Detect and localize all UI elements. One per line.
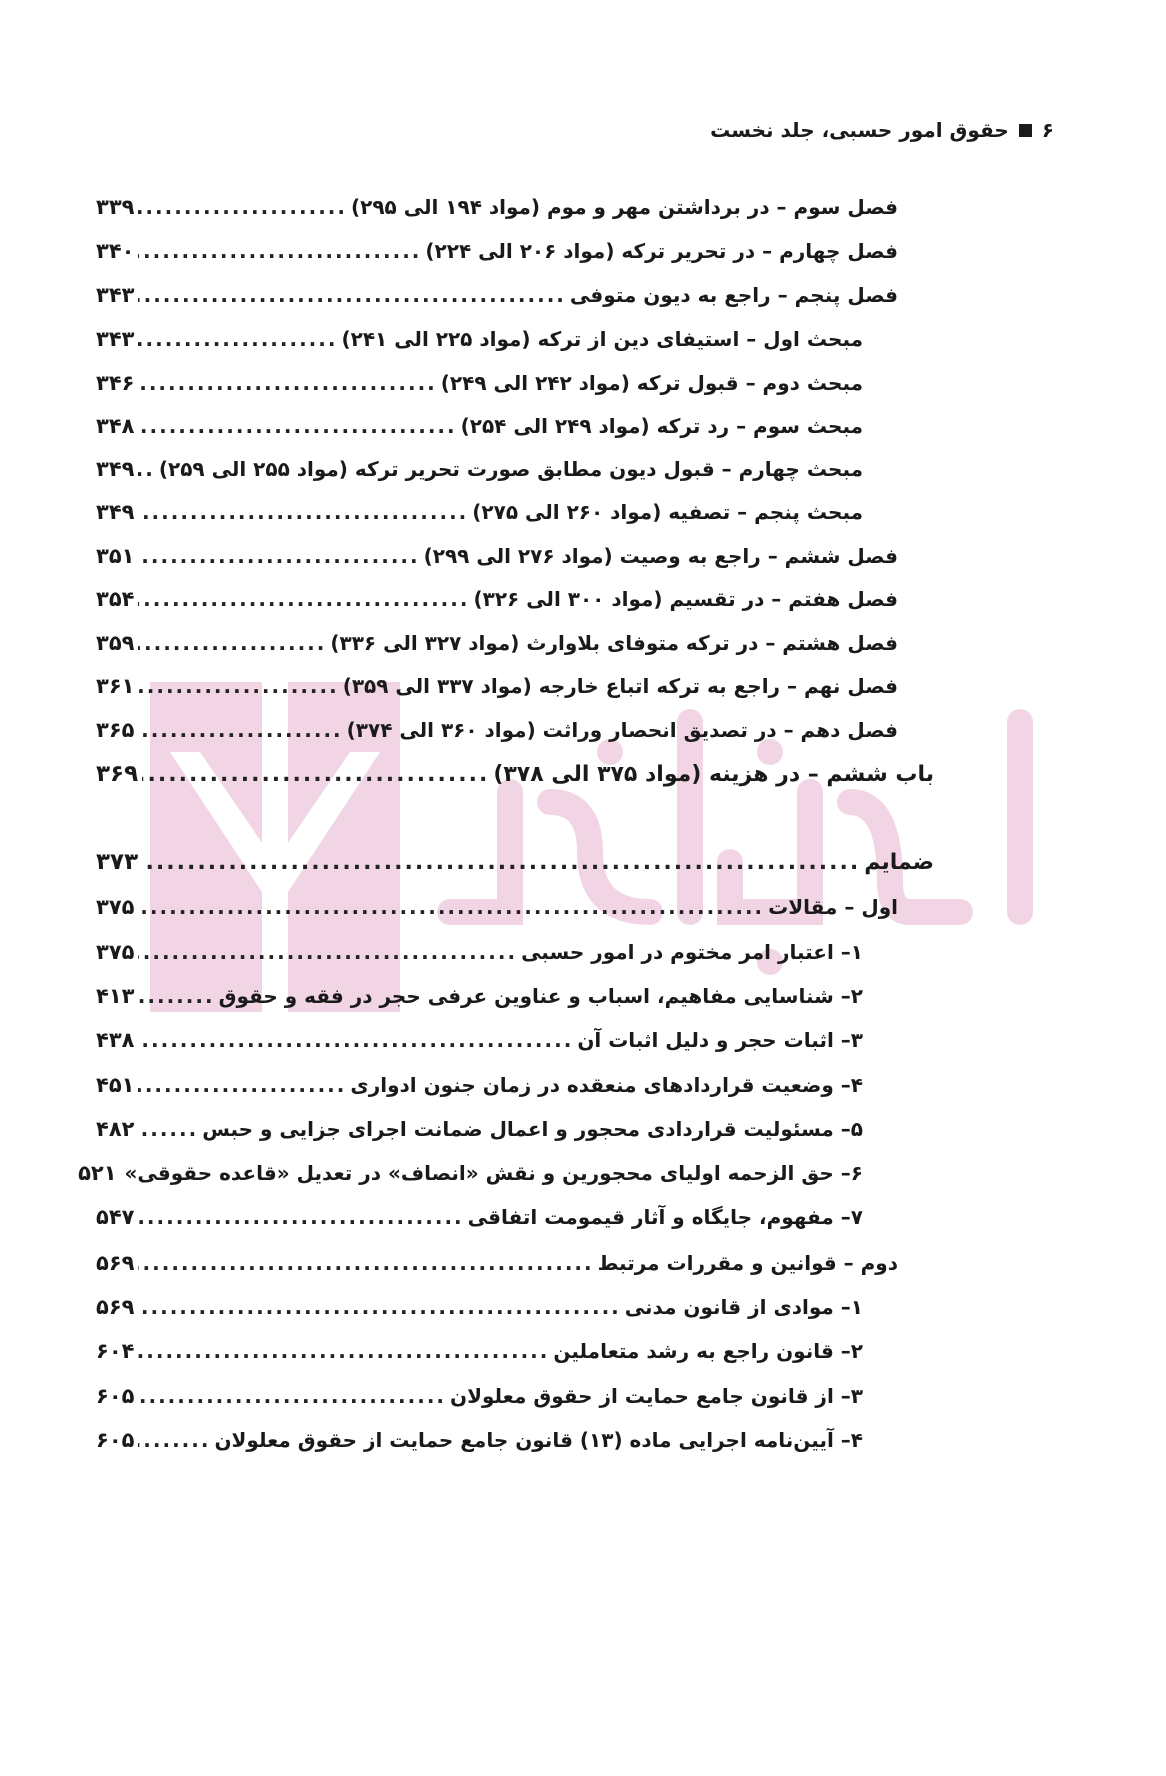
- toc-entry-title: فصل دهم – در تصدیق انحصار وراثت (مواد ۳۶۰ الی ۳۷۴): [346, 718, 898, 742]
- toc-entry-title: ۳– اثبات حجر و دلیل اثبات آن: [577, 1028, 863, 1052]
- toc-entry-page-number: ۳۷۵: [96, 940, 135, 964]
- toc-entry-page-number: ۳۴۰: [96, 239, 135, 263]
- toc-entry-title: دوم – قوانین و مقررات مرتبط: [597, 1251, 898, 1275]
- dot-leader: [138, 190, 347, 224]
- toc-entry[interactable]: [96, 1334, 1166, 1368]
- toc-entry-title: فصل چهارم – در تحریر ترکه (مواد ۲۰۶ الی ۲۲۴): [425, 239, 898, 263]
- toc-entry-page-number: ۳۴۹: [96, 500, 135, 524]
- toc-entry-title: فصل نهم – راجع به ترکه اتباع خارجه (مواد ۳۳۷ الی ۳۵۹): [342, 674, 898, 698]
- dot-leader: [138, 935, 517, 969]
- toc-entry-title: ۷– مفهوم، جایگاه و آثار قیمومت اتفاقی: [467, 1205, 863, 1229]
- toc-entry-page-number: ۴۸۲: [96, 1117, 135, 1141]
- dot-leader: [138, 1290, 620, 1324]
- toc-entry-title: ۵– مسئولیت قراردادی محجور و اعمال ضمانت اجرای جزایی و حبس: [202, 1117, 863, 1141]
- toc-entry-page-number: ۳۵۱: [96, 544, 135, 568]
- dot-leader: [138, 1379, 446, 1413]
- toc-entry-title: فصل هفتم – در تقسیم (مواد ۳۰۰ الی ۳۲۶): [473, 587, 898, 611]
- toc-entry[interactable]: [96, 495, 1166, 529]
- toc-entry[interactable]: [96, 1023, 1166, 1057]
- dot-leader: [138, 713, 342, 747]
- toc-entry-page-number: ۳۳۹: [96, 195, 135, 219]
- toc-entry[interactable]: [96, 322, 1166, 356]
- toc-entry-page-number: ۴۵۱: [96, 1073, 135, 1097]
- toc-entry-title: مبحث دوم – قبول ترکه (مواد ۲۴۲ الی ۲۴۹): [440, 371, 863, 395]
- dot-leader: [138, 626, 326, 660]
- toc-entry[interactable]: [96, 582, 1166, 616]
- toc-entry[interactable]: [78, 1156, 1166, 1190]
- toc-entry-title: مبحث چهارم – قبول دیون مطابق صورت تحریر ترکه (مواد ۲۵۵ الی ۲۵۹): [158, 457, 863, 481]
- toc-entry-page-number: ۳۷۳: [96, 849, 139, 875]
- dot-leader: [138, 1423, 210, 1457]
- toc-entry[interactable]: [96, 1423, 1166, 1457]
- dot-leader: [138, 409, 456, 443]
- toc-entry-page-number: ۳۶۱: [96, 674, 135, 698]
- toc-entry[interactable]: [96, 1068, 1166, 1102]
- toc-entry-title: فصل هشتم – در ترکه متوفای بلاوارث (مواد ۳۲۷ الی ۳۳۶): [330, 631, 898, 655]
- toc-entry[interactable]: [96, 1290, 1166, 1324]
- toc-entry-title: فصل سوم – در برداشتن مهر و موم (مواد ۱۹۴ الی ۲۹۵): [350, 195, 898, 219]
- toc-entry-title: اول – مقالات: [768, 895, 898, 919]
- toc-entry-title: ۱– اعتبار امر مختوم در امور حسبی: [521, 940, 863, 964]
- dot-leader: [138, 1068, 346, 1102]
- header-running-title: حقوق امور حسبی، جلد نخست: [710, 118, 1009, 142]
- dot-leader: [138, 582, 469, 616]
- toc-entry-page-number: ۳۶۹: [96, 761, 139, 787]
- toc-entry[interactable]: [96, 366, 1166, 400]
- toc-entry-title: ۶– حق الزحمه اولیای محجورین و نقش «انصاف» در تعدیل «قاعده حقوقی»: [124, 1161, 863, 1185]
- toc-entry-title: ضمایم: [864, 850, 934, 875]
- toc-entry-title: مبحث سوم – رد ترکه (مواد ۲۴۹ الی ۲۵۴): [460, 414, 863, 438]
- toc-entry-page-number: ۶۰۴: [96, 1339, 135, 1363]
- toc-entry-page-number: ۳۴۹: [96, 457, 135, 481]
- toc-entry-page-number: ۳۴۶: [96, 371, 135, 395]
- dot-leader: [138, 890, 764, 924]
- toc-entry-title: ۱– موادی از قانون مدنی: [624, 1295, 863, 1319]
- toc-entry-page-number: ۴۳۸: [96, 1028, 135, 1052]
- toc-entry[interactable]: [96, 1379, 1166, 1413]
- toc-entry[interactable]: [96, 890, 1166, 924]
- toc-entry[interactable]: [96, 1200, 1166, 1234]
- toc-entry[interactable]: [96, 1246, 1166, 1280]
- dot-leader: [138, 979, 214, 1013]
- toc-entry-page-number: ۶۰۵: [96, 1428, 135, 1452]
- toc-entry[interactable]: [96, 845, 1166, 879]
- toc-entry[interactable]: [96, 452, 1166, 486]
- toc-entry-page-number: ۳۵۴: [96, 587, 135, 611]
- toc-entry[interactable]: [96, 190, 1166, 224]
- toc-entry[interactable]: [96, 409, 1166, 443]
- toc-entry-title: ۲– شناسایی مفاهیم، اسباب و عناوین عرفی حجر در فقه و حقوق: [218, 984, 863, 1008]
- dot-leader: [138, 1023, 573, 1057]
- toc-entry-page-number: ۳۴۳: [96, 283, 135, 307]
- dot-leader: [138, 495, 468, 529]
- dot-leader: [138, 234, 421, 268]
- toc-entry-page-number: ۳۶۵: [96, 718, 135, 742]
- toc-entry-title: ۳– از قانون جامع حمایت از حقوق معلولان: [450, 1384, 863, 1408]
- toc-entry[interactable]: [96, 757, 1166, 791]
- toc-entry-title: ۴– وضعیت قراردادهای منعقده در زمان جنون ادواری: [350, 1073, 863, 1097]
- dot-leader: [138, 539, 419, 573]
- dot-leader: [142, 846, 860, 880]
- running-header: [710, 118, 1054, 142]
- toc-entry[interactable]: [96, 539, 1166, 573]
- toc-entry-page-number: ۳۵۹: [96, 631, 135, 655]
- dot-leader: [138, 278, 565, 312]
- toc-entry-title: باب ششم – در هزینه (مواد ۳۷۵ الی ۳۷۸): [493, 762, 934, 787]
- toc-entry[interactable]: [96, 935, 1166, 969]
- dot-leader: [138, 366, 436, 400]
- toc-entry-page-number: ۵۴۷: [96, 1205, 135, 1229]
- toc-entry-title: فصل پنجم – راجع به دیون متوفی: [569, 283, 898, 307]
- toc-entry-page-number: ۵۲۱: [78, 1161, 117, 1185]
- toc-entry-page-number: ۵۶۹: [96, 1251, 135, 1275]
- toc-entry-title: فصل ششم – راجع به وصیت (مواد ۲۷۶ الی ۲۹۹): [423, 544, 898, 568]
- toc-entry[interactable]: [96, 713, 1166, 747]
- toc-entry-title: مبحث پنجم – تصفیه (مواد ۲۶۰ الی ۲۷۵): [472, 500, 863, 524]
- toc-entry-page-number: ۳۷۵: [96, 895, 135, 919]
- dot-leader: [138, 452, 154, 486]
- toc-entry-page-number: ۴۱۳: [96, 984, 135, 1008]
- toc-entry-title: ۲– قانون راجع به رشد متعاملین: [553, 1339, 863, 1363]
- square-bullet-icon: [1019, 124, 1032, 137]
- toc-entry-page-number: ۳۴۸: [96, 414, 135, 438]
- dot-leader: [142, 758, 489, 792]
- header-page-number: ۶: [1041, 118, 1054, 142]
- toc-entry[interactable]: [96, 669, 1166, 703]
- toc-entry-page-number: ۶۰۵: [96, 1384, 135, 1408]
- dot-leader: [138, 1112, 198, 1146]
- toc-entry[interactable]: [96, 979, 1166, 1013]
- dot-leader: [138, 1246, 593, 1280]
- toc-entry[interactable]: [96, 278, 1166, 312]
- dot-leader: [138, 1200, 463, 1234]
- toc-entry[interactable]: [96, 626, 1166, 660]
- dot-leader: [138, 322, 337, 356]
- toc-entry-title: ۴– آیین‌نامه اجرایی ماده (۱۳) قانون جامع حمایت از حقوق معلولان: [214, 1428, 863, 1452]
- toc-entry[interactable]: [96, 1112, 1166, 1146]
- dot-leader: [138, 669, 338, 703]
- toc-entry-page-number: ۵۶۹: [96, 1295, 135, 1319]
- dot-leader: [138, 1334, 549, 1368]
- toc-entry-title: مبحث اول – استیفای دین از ترکه (مواد ۲۲۵ الی ۲۴۱): [341, 327, 863, 351]
- toc-entry-page-number: ۳۴۳: [96, 327, 135, 351]
- toc-entry[interactable]: [96, 234, 1166, 268]
